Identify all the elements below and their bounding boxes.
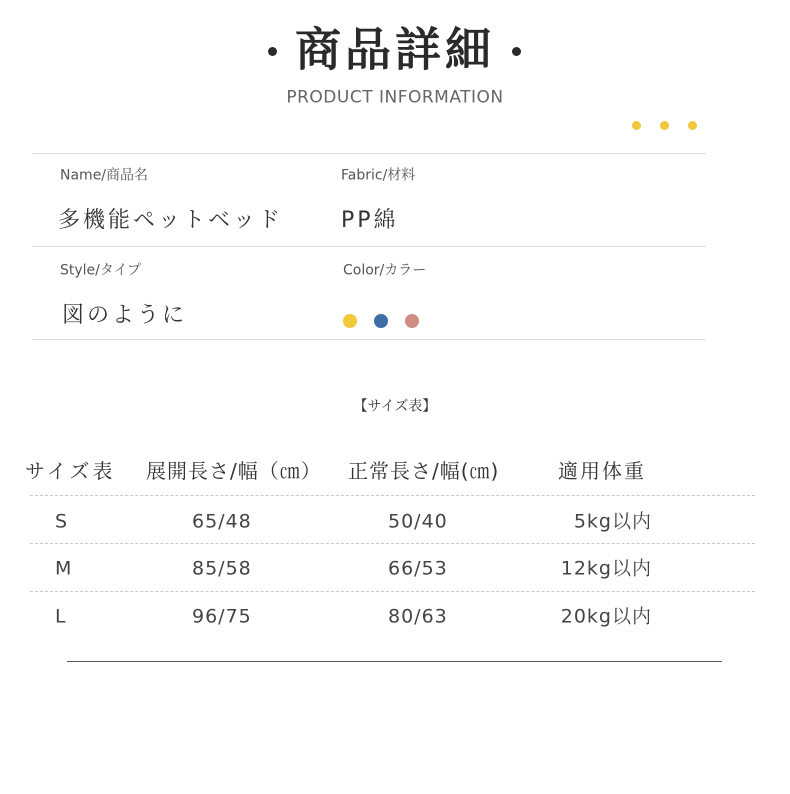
accent-dot xyxy=(632,121,641,130)
size-cell: L xyxy=(55,605,67,628)
weight-cell: 5kg以内 xyxy=(573,510,652,533)
size-cell: S xyxy=(55,510,69,533)
row-divider xyxy=(30,591,755,592)
size-table-caption: 【サイズ表】 xyxy=(353,398,437,415)
color-swatch-pink xyxy=(405,314,419,328)
accent-dot xyxy=(688,121,697,130)
divider xyxy=(32,339,706,340)
bottom-divider xyxy=(67,661,722,662)
row-divider xyxy=(30,495,755,496)
title-dot-right xyxy=(512,47,521,56)
style-label: Style/タイプ xyxy=(60,262,142,279)
fabric-label: Fabric/材料 xyxy=(341,167,416,184)
normal-cell: 50/40 xyxy=(388,510,448,533)
name-label: Name/商品名 xyxy=(60,167,149,184)
name-value: 多機能ペットベッド xyxy=(58,207,284,233)
row-divider xyxy=(30,543,755,544)
unfolded-cell: 96/75 xyxy=(192,605,252,628)
divider xyxy=(32,153,706,154)
normal-cell: 80/63 xyxy=(388,605,448,628)
color-swatch-blue xyxy=(374,314,388,328)
weight-cell: 20kg以内 xyxy=(560,605,652,628)
style-value: 図のように xyxy=(62,302,188,328)
table-header-normal: 正常長さ/幅(㎝) xyxy=(348,459,500,483)
divider xyxy=(32,246,706,247)
accent-dot xyxy=(660,121,669,130)
size-cell: M xyxy=(55,557,73,580)
fabric-value: PP綿 xyxy=(341,207,399,233)
weight-cell: 12kg以内 xyxy=(560,557,652,580)
color-swatch-yellow xyxy=(343,314,357,328)
unfolded-cell: 65/48 xyxy=(192,510,252,533)
page-title: 商品詳細 xyxy=(295,22,495,77)
table-header-unfolded: 展開長さ/幅（㎝） xyxy=(146,459,322,483)
table-header-weight: 適用体重 xyxy=(558,459,646,483)
table-header-size: サイズ表 xyxy=(25,459,116,483)
color-label: Color/カラー xyxy=(343,262,427,279)
unfolded-cell: 85/58 xyxy=(192,557,252,580)
page-subtitle: PRODUCT INFORMATION xyxy=(286,87,504,108)
normal-cell: 66/53 xyxy=(388,557,448,580)
